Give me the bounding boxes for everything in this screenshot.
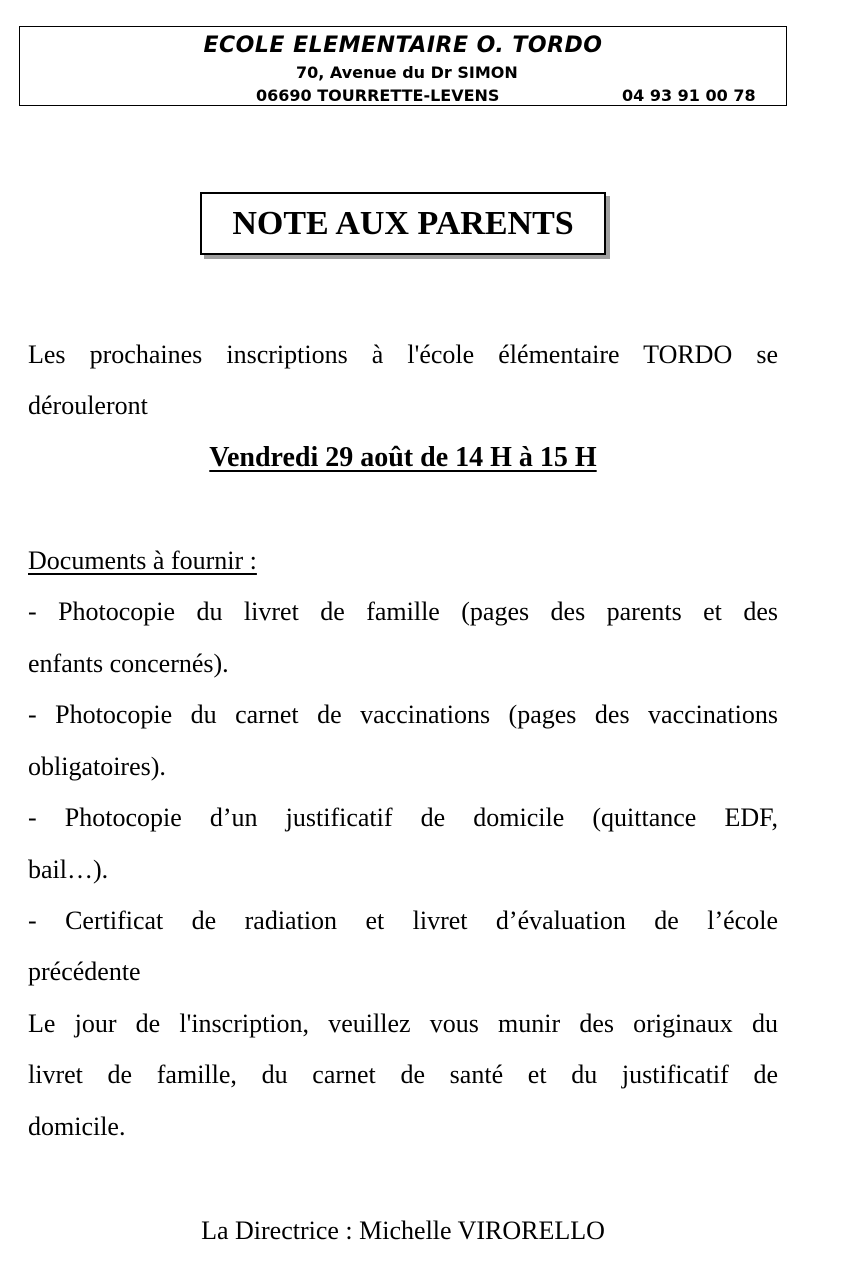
document-line: - Photocopie du livret de famille (pages des parents et des (28, 597, 778, 626)
signature: La Directrice : Michelle VIRORELLO (201, 1216, 605, 1245)
page-title-text: NOTE AUX PARENTS (232, 204, 574, 242)
document-line: bail…). (28, 855, 109, 884)
intro-line-2: dérouleront (28, 391, 148, 420)
document-line: - Photocopie d’un justificatif de domicile (quittance EDF, (28, 803, 778, 832)
school-city: 06690 TOURRETTE-LEVENS (256, 86, 500, 105)
documents-heading: Documents à fournir : (28, 546, 257, 575)
document-line: enfants concernés). (28, 649, 229, 678)
intro-line-1: Les prochaines inscriptions à l'école élémentaire TORDO se (28, 340, 778, 369)
document-line: précédente (28, 957, 141, 986)
school-phone: 04 93 91 00 78 (622, 86, 756, 105)
closing-line: livret de famille, du carnet de santé et du justificatif de (28, 1060, 778, 1089)
school-address: 70, Avenue du Dr SIMON (296, 63, 518, 82)
school-name: ECOLE ELEMENTAIRE O. TORDO (203, 33, 603, 58)
document-line: - Photocopie du carnet de vaccinations (pages des vaccinations (28, 700, 778, 729)
closing-line: domicile. (28, 1112, 126, 1141)
document-line: - Certificat de radiation et livret d’évaluation de l’école (28, 906, 778, 935)
registration-date: Vendredi 29 août de 14 H à 15 H (209, 442, 597, 473)
document-line: obligatoires). (28, 752, 166, 781)
closing-line: Le jour de l'inscription, veuillez vous munir des originaux du (28, 1009, 778, 1038)
page-title (200, 192, 606, 255)
school-header (19, 26, 787, 106)
